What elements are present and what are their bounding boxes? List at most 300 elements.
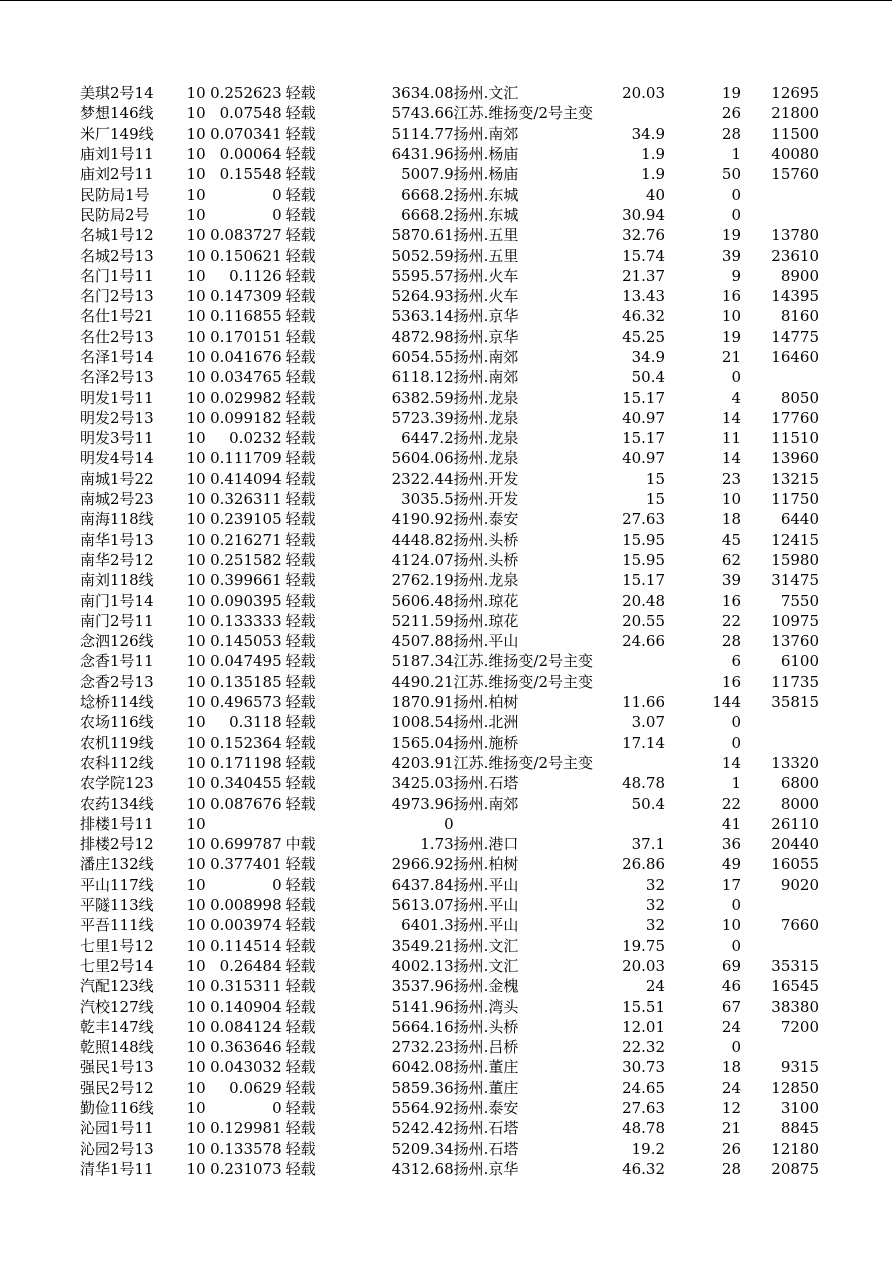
table-cell: 36 — [721, 835, 742, 854]
table-row — [80, 225, 819, 245]
table-cell: 4490.21 — [391, 672, 454, 691]
table-cell: 4203.91 — [391, 753, 454, 772]
table-cell: 轻载 — [285, 632, 316, 651]
table-row — [80, 1098, 819, 1118]
table-cell: 35815 — [771, 693, 820, 712]
table-cell: 名城2号13 — [80, 246, 154, 265]
table-cell: 10 — [186, 124, 206, 143]
table-cell: 江苏.维扬变/2号主变 — [453, 104, 594, 123]
table-cell: 5211.59 — [391, 611, 454, 630]
table-cell: 江苏.维扬变/2号主变 — [453, 753, 594, 772]
table-row — [80, 469, 819, 489]
table-cell: 南海118线 — [80, 510, 154, 529]
table-cell: 轻载 — [285, 1017, 316, 1036]
table-cell: 6800 — [780, 774, 820, 793]
table-row — [80, 895, 819, 915]
table-cell: 轻载 — [285, 408, 316, 427]
table-cell: 0.087676 — [210, 794, 282, 813]
table-cell: 轻载 — [285, 916, 316, 935]
table-cell: 19.75 — [622, 936, 666, 955]
table-cell: 9 — [731, 266, 742, 285]
table-cell: 3549.21 — [391, 936, 454, 955]
table-cell: 农科112线 — [80, 753, 154, 772]
table-cell: 扬州.石塔 — [453, 774, 519, 793]
table-cell: 轻载 — [285, 185, 316, 204]
table-cell: 5743.66 — [391, 104, 454, 123]
table-cell: 12850 — [771, 1078, 820, 1097]
table-cell: 10 — [186, 1058, 206, 1077]
table-cell: 名泽2号13 — [80, 368, 154, 387]
table-cell: 28 — [721, 1159, 742, 1178]
table-cell: 0.252623 — [210, 84, 282, 103]
table-cell: 扬州.泰安 — [453, 510, 519, 529]
table-cell: 19.2 — [631, 1139, 666, 1158]
table-cell: 10 — [186, 165, 206, 184]
table-cell: 5242.42 — [391, 1119, 454, 1138]
table-cell: 4872.98 — [391, 327, 454, 346]
table-cell: 南门2号11 — [80, 611, 154, 630]
table-cell: 强民1号13 — [80, 1058, 154, 1077]
table-cell: 0 — [731, 936, 742, 955]
table-cell: 轻载 — [285, 368, 316, 387]
table-cell: 0.133333 — [210, 611, 282, 630]
table-cell: 10 — [186, 205, 206, 224]
table-cell: 0 — [272, 1098, 282, 1117]
table-cell: 轻载 — [285, 1119, 316, 1138]
table-row — [80, 793, 819, 813]
table-cell: 6668.2 — [401, 205, 454, 224]
table-cell: 40 — [645, 185, 666, 204]
table-cell: 轻载 — [285, 327, 316, 346]
table-cell: 扬州.石塔 — [453, 1139, 519, 1158]
table-cell: 0.0232 — [229, 429, 282, 448]
table-cell: 轻载 — [285, 1038, 316, 1057]
table-cell: 0.699787 — [210, 835, 282, 854]
table-cell: 28 — [721, 632, 742, 651]
table-cell: 10 — [186, 1038, 206, 1057]
table-cell: 轻载 — [285, 1139, 316, 1158]
table-cell: 明发2号13 — [80, 408, 154, 427]
table-cell: 6118.12 — [391, 368, 454, 387]
table-cell: 扬州.头桥 — [453, 550, 519, 569]
table-cell: 15.17 — [622, 429, 666, 448]
table-row — [80, 530, 819, 550]
table-cell: 名仕1号21 — [80, 307, 154, 326]
table-cell: 美琪2号14 — [80, 84, 154, 103]
table-cell: 6447.2 — [401, 429, 454, 448]
table-cell: 12415 — [771, 530, 820, 549]
table-cell: 14 — [721, 449, 742, 468]
table-cell: 扬州.东城 — [453, 185, 519, 204]
table-cell: 扬州.琼花 — [453, 591, 519, 610]
table-cell: 15.74 — [622, 246, 666, 265]
table-cell: 39 — [721, 246, 742, 265]
table-cell: 0.07548 — [219, 104, 282, 123]
table-cell: 4124.07 — [391, 550, 454, 569]
table-cell: 扬州.平山 — [453, 632, 519, 651]
table-cell: 1.9 — [641, 145, 666, 164]
table-cell: 0.496573 — [210, 693, 282, 712]
table-cell: 3425.03 — [391, 774, 454, 793]
table-cell: 扬州.吕桥 — [453, 1038, 519, 1057]
table-cell: 20.48 — [622, 591, 666, 610]
table-cell: 轻载 — [285, 713, 316, 732]
table-cell: 0 — [731, 733, 742, 752]
table-cell: 10 — [186, 469, 206, 488]
table-cell: 0.216271 — [210, 530, 282, 549]
table-cell: 10 — [186, 287, 206, 306]
table-cell: 0.034765 — [210, 368, 282, 387]
table-cell: 轻载 — [285, 997, 316, 1016]
table-cell: 明发1号11 — [80, 388, 154, 407]
table-cell: 0.099182 — [210, 408, 282, 427]
table-cell: 10 — [186, 266, 206, 285]
table-cell: 名泽1号14 — [80, 348, 154, 366]
table-cell: 民防局2号 — [80, 205, 150, 224]
table-cell: 21.37 — [622, 266, 666, 285]
table-cell: 名城1号12 — [80, 226, 154, 245]
table-cell: 6437.84 — [391, 875, 454, 894]
table-cell: 0 — [272, 185, 282, 204]
table-cell: 0 — [731, 713, 742, 732]
table-cell: 0.340455 — [210, 774, 282, 793]
table-cell: 轻载 — [285, 571, 316, 590]
table-cell: 轻载 — [285, 1159, 316, 1178]
table-cell: 江苏.维扬变/2号主变 — [453, 652, 594, 671]
table-cell: 2762.19 — [391, 571, 454, 590]
table-cell: 轻载 — [285, 266, 316, 285]
table-cell: 14775 — [771, 327, 820, 346]
table-cell: 5209.34 — [391, 1139, 454, 1158]
table-cell: 3537.96 — [391, 977, 454, 996]
table-cell: 七里2号14 — [80, 956, 154, 975]
table-cell: 扬州.琼花 — [453, 611, 519, 630]
table-cell: 5613.07 — [391, 896, 454, 915]
table-row — [80, 1078, 819, 1098]
table-cell: 扬州.柏树 — [453, 855, 519, 874]
table-cell — [741, 733, 819, 753]
table-cell: 10 — [186, 1139, 206, 1158]
table-cell: 平隧113线 — [80, 896, 154, 915]
table-cell: 17.14 — [622, 733, 666, 752]
table-cell: 10 — [186, 896, 206, 915]
table-cell: 10 — [186, 348, 206, 366]
table-cell: 10 — [186, 510, 206, 529]
table-row — [80, 550, 819, 570]
table-cell: 0.145053 — [210, 632, 282, 651]
table-cell: 轻载 — [285, 490, 316, 509]
table-cell: 梦想146线 — [80, 104, 154, 123]
table-cell: 46.32 — [622, 1159, 666, 1178]
table-cell: 潘庄132线 — [80, 855, 154, 874]
table-cell: 12 — [721, 1098, 742, 1117]
table-cell: 0.414094 — [210, 469, 282, 488]
table-cell: 67 — [721, 997, 742, 1016]
table-cell: 南城2号23 — [80, 490, 154, 509]
table-cell: 5606.48 — [391, 591, 454, 610]
table-cell: 扬州.杨庙 — [453, 145, 519, 164]
table-cell: 农机119线 — [80, 733, 154, 752]
table-cell: 0 — [731, 368, 742, 387]
table-cell: 扬州.平山 — [453, 916, 519, 935]
table-cell: 23610 — [771, 246, 820, 265]
table-cell: 4973.96 — [391, 794, 454, 813]
table-cell: 扬州.开发 — [453, 469, 519, 488]
table-cell: 10 — [186, 713, 206, 732]
table-cell: 轻载 — [285, 1058, 316, 1077]
table-cell: 14395 — [771, 287, 820, 306]
table-cell: 扬州.京华 — [453, 327, 519, 346]
table-cell: 8050 — [780, 388, 820, 407]
table-cell: 5114.77 — [391, 124, 454, 143]
table-cell: 0.043032 — [210, 1058, 282, 1077]
table-row — [80, 1037, 819, 1057]
table-cell: 13320 — [771, 753, 820, 772]
table-row — [80, 712, 819, 732]
table-row — [80, 956, 819, 976]
table-cell: 13780 — [771, 226, 820, 245]
table-cell: 2732.23 — [391, 1038, 454, 1057]
table-cell: 6668.2 — [401, 185, 454, 204]
table-row — [80, 1057, 819, 1077]
table-cell: 轻载 — [285, 246, 316, 265]
table-cell: 0.111709 — [210, 449, 282, 468]
table-cell: 轻载 — [285, 693, 316, 712]
table-cell — [741, 712, 819, 732]
table-cell: 45 — [721, 530, 742, 549]
table-cell: 15.17 — [622, 571, 666, 590]
table-cell: 15 — [645, 469, 666, 488]
table-cell: 50.4 — [631, 368, 666, 387]
table-row — [80, 570, 819, 590]
table-cell: 扬州.杨庙 — [453, 165, 519, 184]
table-cell: 念泗126线 — [80, 632, 154, 651]
table-cell: 39 — [721, 571, 742, 590]
table-row — [80, 83, 819, 103]
table-cell: 0.377401 — [210, 855, 282, 874]
table-cell: 沁园2号13 — [80, 1139, 154, 1158]
table-cell: 农药134线 — [80, 794, 154, 813]
table-cell: 19 — [721, 327, 742, 346]
table-cell: 4507.88 — [391, 632, 454, 651]
table-cell: 汽配123线 — [80, 977, 154, 996]
table-cell: 14 — [721, 753, 742, 772]
table-cell: 轻载 — [285, 936, 316, 955]
table-cell: 10 — [186, 814, 206, 833]
table-cell: 乾照148线 — [80, 1038, 154, 1057]
table-cell: 10 — [186, 226, 206, 245]
table-cell: 10 — [186, 185, 206, 204]
table-cell: 16460 — [771, 348, 820, 366]
table-cell: 0.003974 — [210, 916, 282, 935]
table-cell: 0.090395 — [210, 591, 282, 610]
table-cell: 6401.3 — [401, 916, 454, 935]
table-cell: 沁园1号11 — [80, 1119, 154, 1138]
table-cell: 轻载 — [285, 388, 316, 407]
table-cell: 南刘118线 — [80, 571, 154, 590]
table-cell: 0.135185 — [210, 672, 282, 691]
table-cell: 3035.5 — [401, 490, 454, 509]
table-cell: 48.78 — [622, 774, 666, 793]
table-cell — [741, 895, 819, 915]
table-cell: 3634.08 — [391, 84, 454, 103]
table-cell: 26 — [721, 104, 742, 123]
table-cell: 11735 — [771, 672, 820, 691]
table-cell: 0.070341 — [210, 124, 282, 143]
table-body — [80, 83, 819, 1179]
table-cell: 10 — [186, 794, 206, 813]
table-cell: 17760 — [771, 408, 820, 427]
table-row — [80, 327, 819, 347]
table-cell: 4002.13 — [391, 956, 454, 975]
table-cell: 0.15548 — [219, 165, 282, 184]
table-cell: 15.95 — [622, 530, 666, 549]
table-cell: 10 — [186, 875, 206, 894]
table-cell: 10 — [186, 429, 206, 448]
table-cell: 46 — [721, 977, 742, 996]
table-cell: 轻载 — [285, 550, 316, 569]
table-cell: 18 — [721, 1058, 742, 1077]
table-cell: 轻载 — [285, 469, 316, 488]
table-cell: 扬州.龙泉 — [453, 388, 519, 407]
table-cell: 26.86 — [622, 855, 666, 874]
table-cell: 13760 — [771, 632, 820, 651]
table-cell: 6054.55 — [391, 348, 454, 366]
table-cell — [741, 367, 819, 387]
table-row — [80, 1017, 819, 1037]
table-cell: 扬州.南郊 — [453, 368, 519, 387]
table-cell: 扬州.南郊 — [453, 794, 519, 813]
table-cell: 32.76 — [622, 226, 666, 245]
table-cell: 轻载 — [285, 287, 316, 306]
table-cell: 0.029982 — [210, 388, 282, 407]
table-cell: 22 — [721, 611, 742, 630]
table-cell: 2966.92 — [391, 855, 454, 874]
table-row — [80, 489, 819, 509]
table-cell: 扬州.湾头 — [453, 997, 519, 1016]
table-cell: 10 — [721, 916, 742, 935]
table-cell: 扬州.龙泉 — [453, 408, 519, 427]
table-cell: 念香1号11 — [80, 652, 154, 671]
table-cell: 1565.04 — [391, 733, 454, 752]
table-cell — [741, 1037, 819, 1057]
table-cell: 轻载 — [285, 307, 316, 326]
table-cell: 0.116855 — [210, 307, 282, 326]
table-row — [80, 144, 819, 164]
table-cell: 20.03 — [622, 956, 666, 975]
table-cell: 26 — [721, 1139, 742, 1158]
table-cell: 0.083727 — [210, 226, 282, 245]
table-row — [80, 611, 819, 631]
table-cell: 21800 — [771, 104, 820, 123]
table-row — [80, 124, 819, 144]
table-cell: 8845 — [780, 1119, 820, 1138]
table-cell: 扬州.头桥 — [453, 530, 519, 549]
table-cell: 32 — [645, 875, 666, 894]
table-cell: 扬州.五里 — [453, 226, 519, 245]
table-cell: 0.363646 — [210, 1038, 282, 1057]
table-cell: 13960 — [771, 449, 820, 468]
table-cell: 扬州.龙泉 — [453, 571, 519, 590]
table-cell: 0.315311 — [210, 977, 282, 996]
table-row — [80, 651, 819, 671]
table-cell: 19 — [721, 226, 742, 245]
table-cell: 22.32 — [622, 1038, 666, 1057]
table-row — [80, 184, 819, 204]
table-cell: 0.041676 — [210, 348, 282, 366]
table-row — [80, 733, 819, 753]
table-cell: 轻载 — [285, 672, 316, 691]
table-cell: 18 — [721, 510, 742, 529]
table-cell: 轻载 — [285, 1098, 316, 1117]
table-cell: 15.51 — [622, 997, 666, 1016]
table-cell: 扬州.北洲 — [453, 713, 519, 732]
table-cell: 排楼1号11 — [80, 814, 154, 833]
table-row — [80, 103, 819, 123]
table-cell: 0.171198 — [210, 753, 282, 772]
table-cell: 10 — [186, 449, 206, 468]
table-cell: 10975 — [771, 611, 820, 630]
table-cell: 50.4 — [631, 794, 666, 813]
table-cell: 轻载 — [285, 977, 316, 996]
table-row — [80, 448, 819, 468]
table-cell: 1.9 — [641, 165, 666, 184]
table-cell: 10 — [186, 693, 206, 712]
table-cell: 10 — [186, 571, 206, 590]
table-cell — [206, 814, 282, 834]
table-cell: 0.3118 — [229, 713, 282, 732]
table-cell: 0.150621 — [210, 246, 282, 265]
table-cell: 10 — [186, 855, 206, 874]
table-row — [80, 266, 819, 286]
table-cell: 扬州.南郊 — [453, 348, 519, 366]
table-cell: 轻载 — [285, 611, 316, 630]
table-cell: 12.01 — [622, 1017, 666, 1036]
table-cell: 27.63 — [622, 1098, 666, 1117]
table-cell: 0 — [272, 875, 282, 894]
table-cell: 0.140904 — [210, 997, 282, 1016]
table-cell: 扬州.东城 — [453, 205, 519, 224]
table-cell: 1870.91 — [391, 693, 454, 712]
table-cell: 10 — [186, 307, 206, 326]
table-cell: 0.26484 — [219, 956, 282, 975]
table-cell: 轻载 — [285, 165, 316, 184]
table-cell: 6042.08 — [391, 1058, 454, 1077]
table-row — [80, 1118, 819, 1138]
table-cell: 10 — [186, 104, 206, 123]
table-cell: 南华2号12 — [80, 550, 154, 569]
table-cell: 7200 — [780, 1017, 820, 1036]
table-cell: 11.66 — [622, 693, 666, 712]
table-cell: 13215 — [771, 469, 820, 488]
table-row — [80, 286, 819, 306]
table-cell — [741, 184, 819, 204]
table-cell: 7550 — [780, 591, 820, 610]
table-cell: 38380 — [771, 997, 820, 1016]
table-cell: 6382.59 — [391, 388, 454, 407]
table-cell: 轻载 — [285, 348, 316, 366]
table-cell: 扬州.柏树 — [453, 693, 519, 712]
table-cell: 扬州.头桥 — [453, 1017, 519, 1036]
table-cell: 16 — [721, 591, 742, 610]
table-row — [80, 692, 819, 712]
table-cell: 轻载 — [285, 124, 316, 143]
table-row — [80, 996, 819, 1016]
table-cell: 22 — [721, 794, 742, 813]
table-cell: 13.43 — [622, 287, 666, 306]
table-cell: 0 — [731, 896, 742, 915]
table-cell: 南门1号14 — [80, 591, 154, 610]
